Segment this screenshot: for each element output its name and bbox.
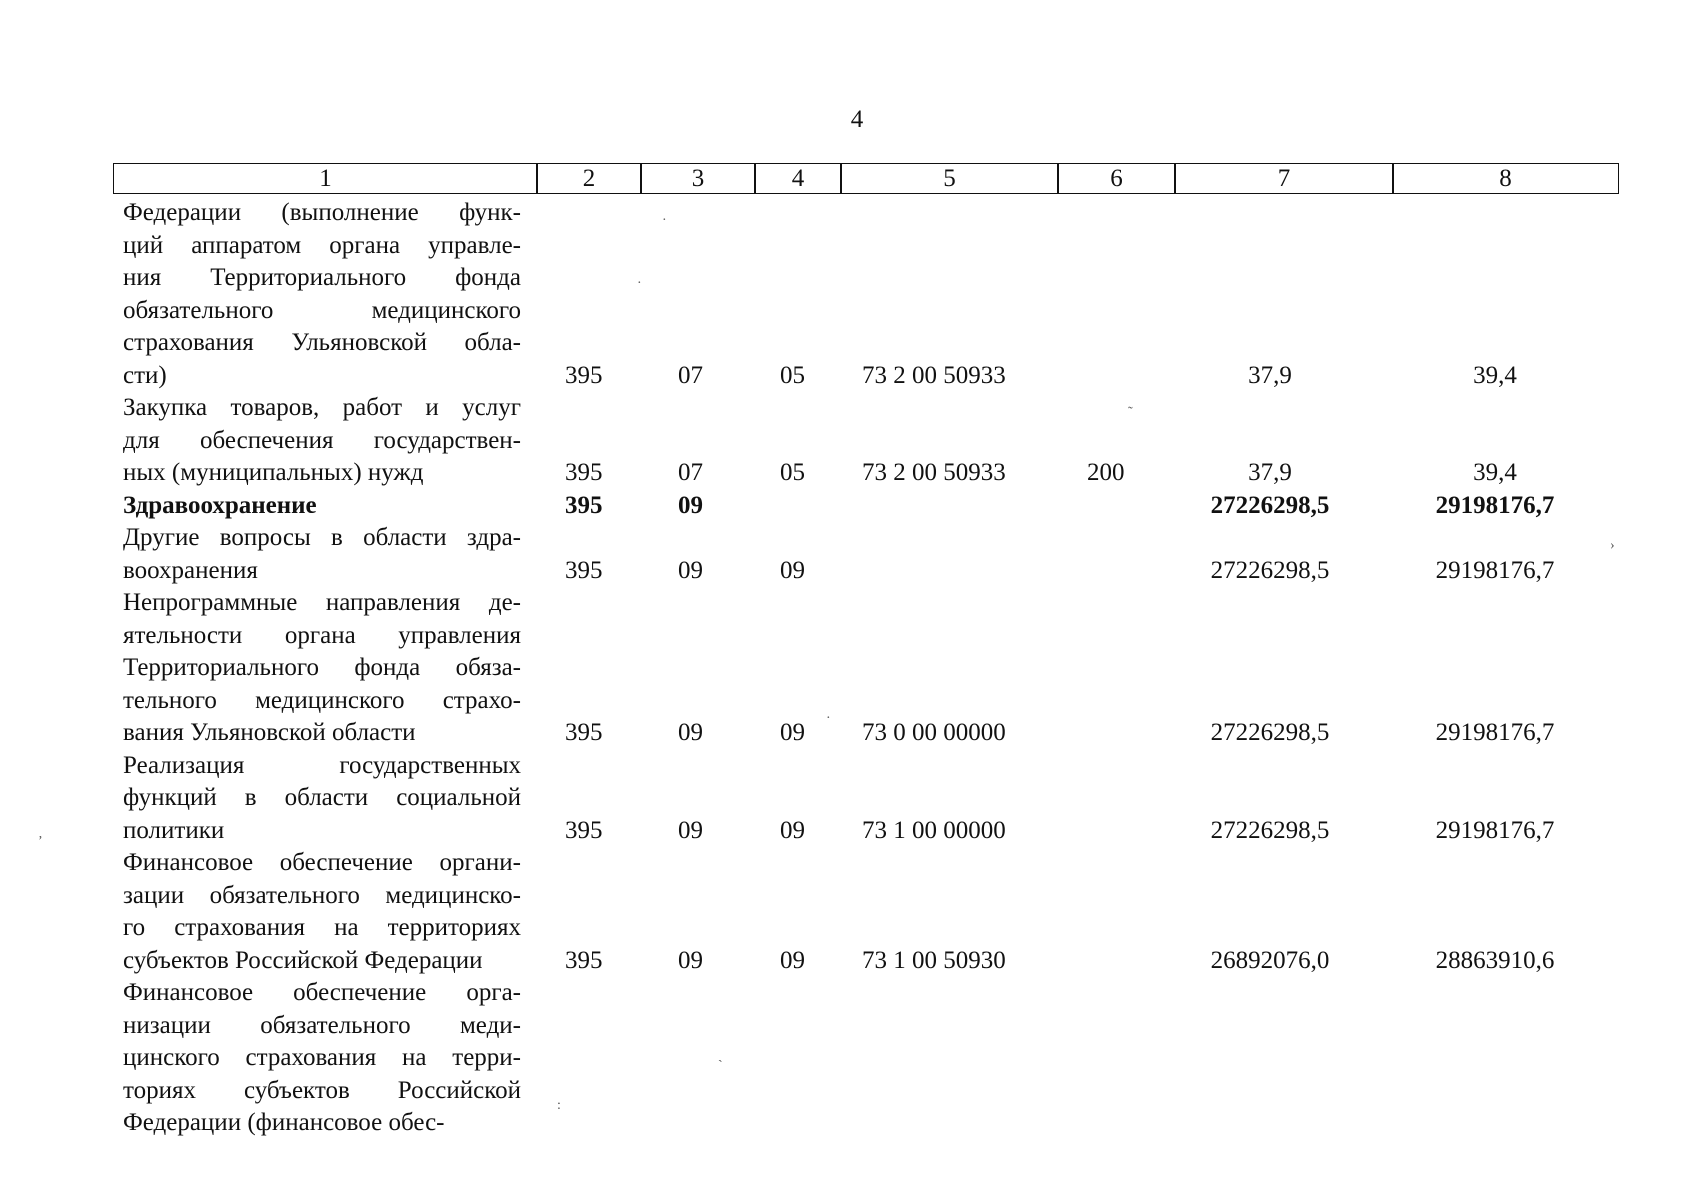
description-line: ния Территориального фонда xyxy=(123,264,521,291)
cell-col-8: 29198176,7 xyxy=(1435,816,1555,844)
scan-speck: ʼ xyxy=(38,834,43,849)
description-line: го страхования на территориях xyxy=(123,914,521,941)
cell-col-7: 26892076,0 xyxy=(1210,946,1330,974)
description-line: ториях субъектов Российской xyxy=(123,1076,521,1104)
table-row xyxy=(0,197,1696,392)
scan-speck: · xyxy=(637,276,642,291)
cell-col-7: 27226298,5 xyxy=(1210,719,1330,746)
cell-col-8: 39,4 xyxy=(1473,361,1517,389)
cell-col-2: 395 xyxy=(565,459,603,486)
cell-col-8: 29198176,7 xyxy=(1435,491,1555,519)
header-col-6: 6 xyxy=(1057,163,1176,194)
cell-col-2: 395 xyxy=(565,946,603,974)
cell-col-5: 73 2 00 50933 xyxy=(862,459,1006,486)
table-header xyxy=(113,163,1619,196)
cell-col-4: 09 xyxy=(780,556,805,584)
table-row xyxy=(0,522,1696,587)
description-line: субъектов Российской Федерации xyxy=(123,946,483,974)
header-col-2: 2 xyxy=(536,163,642,194)
cell-col-2: 395 xyxy=(565,361,603,389)
description-line: Финансовое обеспечение орга- xyxy=(123,979,521,1006)
header-col-1: 1 xyxy=(113,163,538,194)
description-line: страхования Ульяновской обла- xyxy=(123,329,521,356)
cell-col-4: 05 xyxy=(780,459,805,486)
description-line: политики xyxy=(123,816,225,844)
cell-col-4: 09 xyxy=(780,719,805,746)
description-line: Финансовое обеспечение органи- xyxy=(123,849,521,876)
row-description xyxy=(123,522,521,587)
cell-col-7: 27226298,5 xyxy=(1210,816,1330,844)
cell-col-2: 395 xyxy=(565,491,603,519)
header-col-3: 3 xyxy=(640,163,756,194)
description-line: ных (муниципальных) нужд xyxy=(123,459,424,486)
cell-col-4: 09 xyxy=(780,946,805,974)
scan-speck: · xyxy=(826,711,831,726)
cell-col-8: 39,4 xyxy=(1473,459,1517,486)
description-line: Федерации (выполнение функ- xyxy=(123,199,521,226)
cell-col-5: 73 0 00 00000 xyxy=(862,719,1006,746)
cell-col-5: 73 1 00 00000 xyxy=(862,816,1006,844)
cell-col-2: 395 xyxy=(565,816,603,844)
page-number: 4 xyxy=(850,106,864,133)
description-line: Непрограммные направления де- xyxy=(123,589,521,616)
description-line: воохранения xyxy=(123,556,258,584)
cell-col-7: 37,9 xyxy=(1248,361,1292,389)
cell-col-3: 09 xyxy=(678,491,703,519)
description-line: ций аппаратом органа управле- xyxy=(123,231,521,259)
table-row xyxy=(0,750,1696,848)
header-col-7: 7 xyxy=(1174,163,1394,194)
cell-col-3: 09 xyxy=(678,556,703,584)
scan-speck: ˎ xyxy=(718,1048,723,1063)
description-line: сти) xyxy=(123,361,167,389)
cell-col-8: 29198176,7 xyxy=(1435,556,1555,584)
description-line: тельного медицинского страхо- xyxy=(123,686,521,714)
header-col-4: 4 xyxy=(754,163,842,194)
cell-col-8: 29198176,7 xyxy=(1435,719,1555,746)
row-description xyxy=(123,197,521,392)
table-row xyxy=(0,977,1696,1140)
cell-col-5: 73 2 00 50933 xyxy=(862,361,1006,389)
description-line: вания Ульяновской области xyxy=(123,719,416,746)
description-line: Территориального фонда обяза- xyxy=(123,654,521,681)
cell-col-2: 395 xyxy=(565,719,603,746)
cell-col-6: 200 xyxy=(1087,459,1125,486)
cell-col-3: 07 xyxy=(678,459,703,486)
row-description xyxy=(123,587,521,750)
row-description xyxy=(123,750,521,848)
scan-speck: : xyxy=(557,1098,561,1113)
description-line: Закупка товаров, работ и услуг xyxy=(123,394,521,421)
description-line: ятельности органа управления xyxy=(123,621,521,649)
description-line: Реализация государственных xyxy=(123,751,521,779)
row-description xyxy=(123,490,521,523)
cell-col-7: 27226298,5 xyxy=(1210,491,1330,519)
cell-col-8: 28863910,6 xyxy=(1435,946,1555,974)
description-line: Здравоохранение xyxy=(123,491,317,519)
cell-col-5: 73 1 00 50930 xyxy=(862,946,1006,974)
row-description xyxy=(123,847,521,977)
header-col-8: 8 xyxy=(1392,163,1619,194)
scan-speck: · xyxy=(662,213,667,228)
cell-col-7: 37,9 xyxy=(1248,459,1292,486)
description-line: для обеспечения государствен- xyxy=(123,426,521,454)
cell-col-4: 05 xyxy=(780,361,805,389)
description-line: Федерации (финансовое обес- xyxy=(123,1109,445,1136)
description-line: низации обязательного меди- xyxy=(123,1011,521,1039)
table-row xyxy=(0,392,1696,490)
description-line: зации обязательного медицинско- xyxy=(123,881,521,909)
table-row xyxy=(0,490,1696,523)
cell-col-3: 09 xyxy=(678,946,703,974)
header-col-5: 5 xyxy=(840,163,1059,194)
cell-col-2: 395 xyxy=(565,556,603,584)
row-description xyxy=(123,977,521,1140)
description-line: обязательного медицинского xyxy=(123,296,521,324)
row-description xyxy=(123,392,521,490)
cell-col-3: 09 xyxy=(678,719,703,746)
cell-col-3: 07 xyxy=(678,361,703,389)
table-row xyxy=(0,847,1696,977)
table-row xyxy=(0,587,1696,750)
scan-speck: › xyxy=(1610,538,1615,553)
cell-col-7: 27226298,5 xyxy=(1210,556,1330,584)
description-line: Другие вопросы в области здра- xyxy=(123,524,521,551)
scan-speck: ˜ xyxy=(1128,405,1133,420)
description-line: цинского страхования на терри- xyxy=(123,1044,521,1071)
description-line: функций в области социальной xyxy=(123,784,521,811)
cell-col-4: 09 xyxy=(780,816,805,844)
cell-col-3: 09 xyxy=(678,816,703,844)
